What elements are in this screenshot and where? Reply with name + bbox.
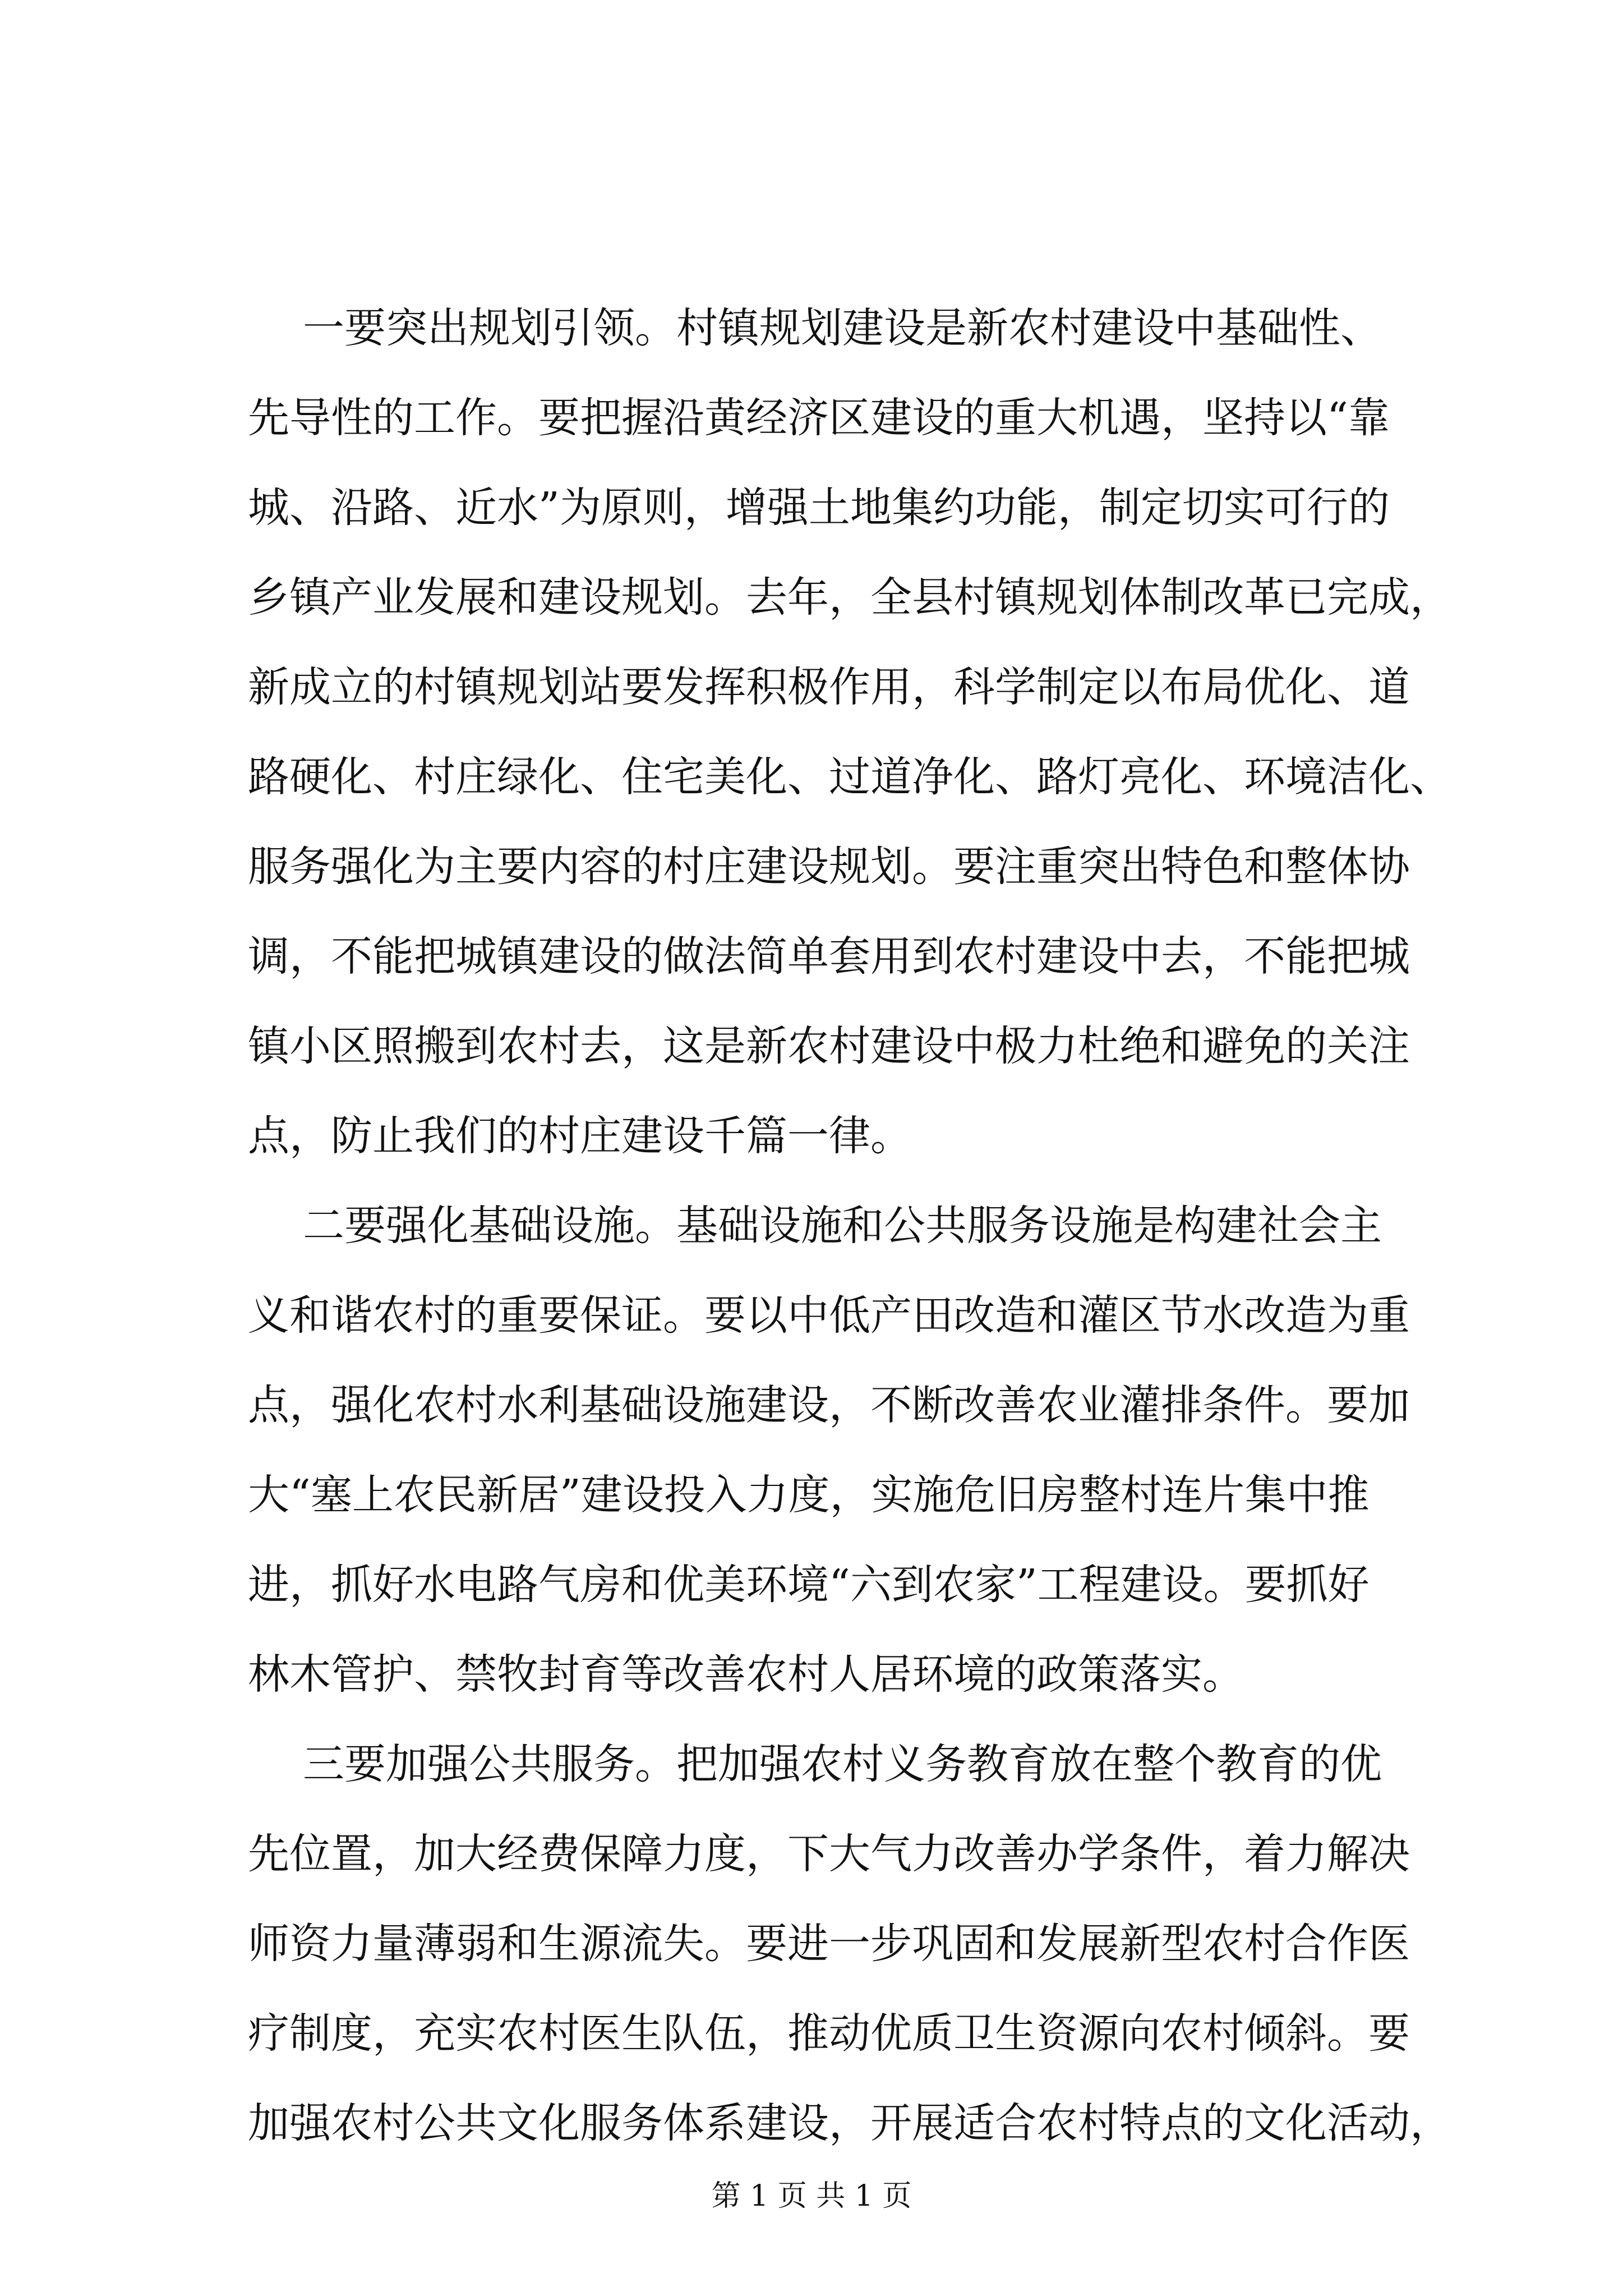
paragraph-1-line-1: 一要突出规划引领。村镇规划建设是新农村建设中基础性、 <box>303 304 1382 352</box>
paragraph-2-line-5: 进，抓好水电路气房和优美环境“六到农家”工程建设。要抓好 <box>248 1561 1370 1609</box>
paragraph-2-line-3: 点，强化农村水利基础设施建设，不断改善农业灌排条件。要加 <box>248 1381 1410 1429</box>
paragraph-1-line-9: 镇小区照搬到农村去，这是新农村建设中极力杜绝和避免的关注 <box>248 1022 1410 1070</box>
paragraph-1-line-3: 城、沿路、近水”为原则，增强土地集约功能，制定切实可行的 <box>248 484 1390 532</box>
paragraph-1-line-10: 点，防止我们的村庄建设千篇一律。 <box>248 1112 912 1160</box>
paragraph-1-line-8: 调，不能把城镇建设的做法简单套用到农村建设中去，不能把城 <box>248 932 1410 981</box>
paragraph-3-line-5: 加强农村公共文化服务体系建设，开展适合农村特点的文化活动， <box>248 2099 1451 2147</box>
paragraph-2-line-4: 大“塞上农民新居”建设投入力度，实施危旧房整村连片集中推 <box>248 1471 1370 1519</box>
paragraph-1-line-4: 乡镇产业发展和建设规划。去年，全县村镇规划体制改革已完成， <box>248 573 1451 622</box>
paragraph-1-line-5: 新成立的村镇规划站要发挥积极作用，科学制定以布局优化、道 <box>248 663 1410 711</box>
paragraph-3-line-1: 三要加强公共服务。把加强农村义务教育放在整个教育的优 <box>303 1740 1382 1788</box>
page-number-footer: 第 1 页 共 1 页 <box>711 2179 912 2213</box>
paragraph-1-line-7: 服务强化为主要内容的村庄建设规划。要注重突出特色和整体协 <box>248 843 1410 891</box>
paragraph-3-line-3: 师资力量薄弱和生源流失。要进一步巩固和发展新型农村合作医 <box>248 1920 1410 1968</box>
paragraph-2-line-2: 义和谐农村的重要保证。要以中低产田改造和灌区节水改造为重 <box>248 1291 1410 1340</box>
paragraph-3-line-4: 疗制度，充实农村医生队伍，推动优质卫生资源向农村倾斜。要 <box>248 2009 1410 2058</box>
paragraph-2-line-1: 二要强化基础设施。基础设施和公共服务设施是构建社会主 <box>303 1202 1382 1250</box>
paragraph-3-line-2: 先位置，加大经费保障力度，下大气力改善办学条件，着力解决 <box>248 1830 1410 1878</box>
paragraph-1-line-2: 先导性的工作。要把握沿黄经济区建设的重大机遇，坚持以“靠 <box>248 394 1390 442</box>
paragraph-2-line-6: 林木管护、禁牧封育等改善农村人居环境的政策落实。 <box>248 1650 1244 1699</box>
paragraph-1-line-6: 路硬化、村庄绿化、住宅美化、过道净化、路灯亮化、环境洁化、 <box>248 753 1451 801</box>
